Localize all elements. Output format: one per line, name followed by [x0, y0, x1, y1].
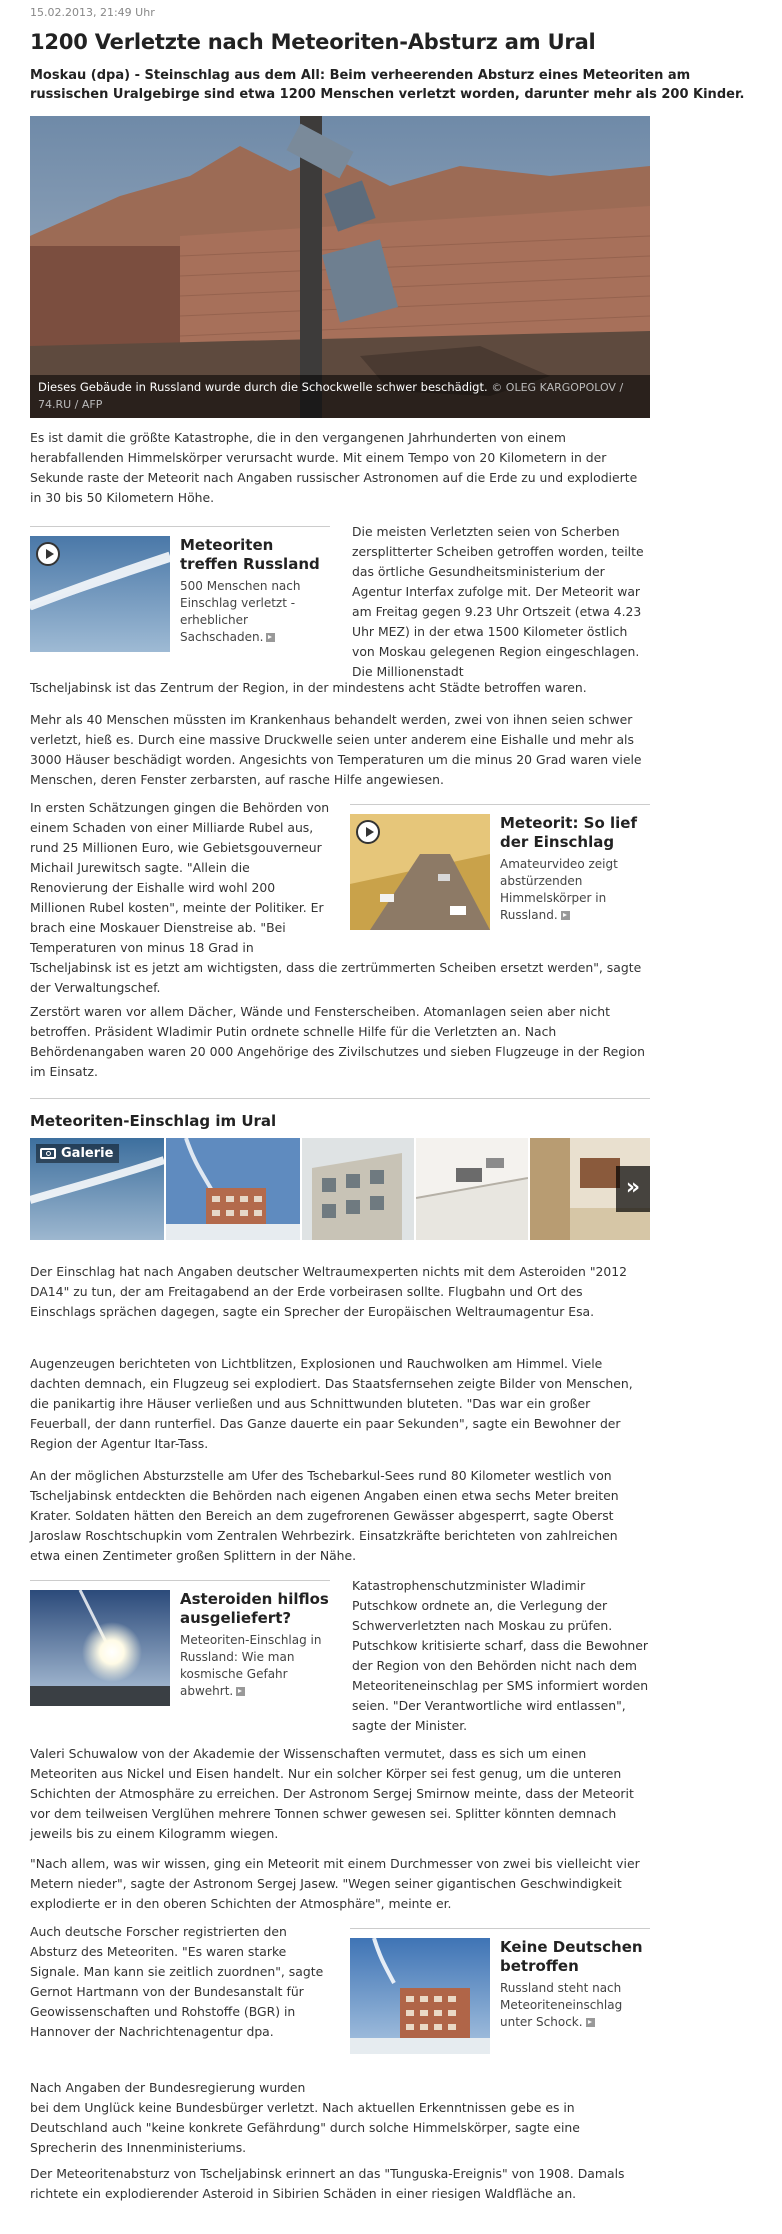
teaser-meteoriten-treffen[interactable] — [30, 526, 330, 666]
gallery-tile[interactable] — [166, 1138, 300, 1240]
paragraph-13b-text: bei dem Unglück keine Bundesbürger verletzt. Nach aktuellen Erkenntnissen gebe es in Deutschland auch "keine konkrete Gefährdung" durch solche Himmelskörper, sagte eine Sprecherin des Innenministeriums. — [30, 2100, 580, 2155]
hero-caption-text: Dieses Gebäude in Russland wurde durch die Schockwelle schwer beschädigt. — [38, 380, 488, 394]
paragraph-8 — [30, 1466, 650, 1566]
gallery-badge[interactable] — [36, 1144, 119, 1163]
teaser-asteroiden-hilflos[interactable] — [30, 1580, 330, 1720]
teaser-2-desc: Amateurvideo zeigt abstürzenden Himmelskörper in Russland. — [500, 857, 618, 922]
paragraph-6 — [30, 1262, 650, 1322]
gallery-tile[interactable] — [416, 1138, 528, 1240]
arrow-box-icon[interactable] — [561, 911, 570, 920]
paragraph-13a-text: Nach Angaben der Bundesregierung wurden — [30, 2080, 306, 2095]
teaser-2-title[interactable]: Meteorit: So lief der Einschlag — [500, 814, 637, 851]
paragraph-8-text: An der möglichen Absturzstelle am Ufer des Tschebarkul-Sees rund 80 Kilometer westlich von Tscheljabinsk entdeckten die Behörden nach eigenen Angaben einen etwa sechs Meter breiten Krater. Soldaten hätten den Bereich an dem zugefrorenen Gewässer abgesperrt, sagte Oberst Jaroslaw Roschtschupkin vom Zentralen Wehrbezirk. Einsatzkräfte berichteten von zahlreichen etwa einen Zentimeter großen Splittern in der Nähe. — [30, 1468, 619, 1563]
teaser-4-text — [500, 1980, 650, 2031]
teaser-2-text — [500, 856, 650, 924]
paragraph-10 — [30, 1744, 650, 1844]
hero-caption — [30, 375, 650, 418]
teaser-divider — [350, 804, 650, 805]
bright-flash-photo — [30, 1590, 170, 1706]
paragraph-5-text: Zerstört waren vor allem Dächer, Wände und Fensterscheiben. Atomanlagen seien aber nicht betroffen. Präsident Wladimir Putin ordnete schnelle Hilfe für die Verletzten an. Nach Behördenangaben waren 20 000 Angehörige des Zivilschutzes und sieben Flugzeuge in der Region im Einsatz. — [30, 1004, 645, 1079]
paragraph-11 — [30, 1854, 650, 1914]
section-divider — [30, 1098, 650, 1099]
article-date: 15.02.2013, 21:49 Uhr — [30, 6, 155, 19]
teaser-1-text — [180, 578, 330, 646]
gallery-tile[interactable] — [302, 1138, 414, 1240]
arrow-box-icon[interactable] — [236, 1687, 245, 1696]
headline: 1200 Verletzte nach Meteoriten-Absturz am Ural — [30, 30, 596, 54]
paragraph-9 — [352, 1576, 650, 1736]
paragraph-7-text: Augenzeugen berichteten von Lichtblitzen, Explosionen und Rauchwolken am Himmel. Viele dachten demnach, ein Flugzeug sei explodiert. Das Staatsfernsehen zeigte Bilder von Menschen, die panikartig ihre Häuser verließen und aus Schnittwunden bluteten. "Das war ein großer Feuerball, der dann runterfiel. Das Ganze dauerte ein paar Sekunden", sagte ein Bewohner der Region der Agentur Itar-Tass. — [30, 1356, 633, 1451]
paragraph-6-text: Der Einschlag hat nach Angaben deutscher Weltraumexperten nichts mit dem Asteroiden "2012 DA14" zu tun, der am Freitagabend an der Erde vorbeirasen sollte. Flugbahn und Ort des Einschlags sprächen dagegen, sagte ein Sprecher der Europäischen Weltraumagentur Esa. — [30, 1264, 628, 1319]
paragraph-1-text: Es ist damit die größte Katastrophe, die in den vergangenen Jahrhunderten von einem herabfallenden Himmelskörper verursacht wurde. Mit einem Tempo von 20 Kilometern in der Sekunde raste der Meteorit nach Angaben russischer Astronomen auf die Erde zu und explodierte in 30 bis 50 Kilometern Höhe. — [30, 430, 638, 505]
paragraph-4a — [30, 798, 330, 958]
teaser-divider — [30, 526, 330, 527]
teaser-4-image[interactable] — [350, 1938, 490, 2054]
paragraph-2a-text: Die meisten Verletzten seien von Scherben zersplitterter Scheiben getroffen worden, teilte das örtliche Gesundheitsministerium der Agentur Interfax zufolge mit. Der Meteorit war am Freitag gegen 9.23 Uhr Ortszeit (etwa 4.23 Uhr MEZ) in der etwa 1500 Kilometer östlich von Moskau gelegenen Region eingeschlagen. Die Millionenstadt — [352, 524, 644, 679]
gallery-photo-ceiling — [416, 1138, 528, 1240]
gallery-heading[interactable]: Meteoriten-Einschlag im Ural — [30, 1112, 277, 1130]
paragraph-9-text: Katastrophenschutzminister Wladimir Putschkow ordnete an, die Verlegung der Schwerverletzten nach Moskau zu prüfen. Putschkow kritisierte scharf, dass die Bewohner der Region von den Behörden nicht nach dem Meteoriteneinschlag per SMS informiert worden seien. "Der Verantwortliche wird entlassen", sagte der Minister. — [352, 1578, 649, 1733]
gallery-tile[interactable] — [530, 1138, 650, 1240]
paragraph-14 — [30, 2164, 650, 2204]
paragraph-10-text: Valeri Schuwalow von der Akademie der Wissenschaften vermutet, dass es sich um einen Meteoriten aus Nickel und Eisen handelt. Nur ein solcher Körper sei fest genug, um die unteren Schichten der Atmosphäre zu erreichen. Der Astronom Sergej Smirnow meinte, dass der Meteorit vor dem teilweisen Verglühen mehrere Tonnen schwer gewesen sei. Splitter könnten demnach jeweils bis zu einem Kilogramm wiegen. — [30, 1746, 634, 1841]
teaser-so-lief-der-einschlag[interactable] — [350, 804, 650, 944]
paragraph-7 — [30, 1354, 650, 1454]
arrow-box-icon[interactable] — [586, 2018, 595, 2027]
paragraph-1 — [30, 428, 650, 508]
paragraph-13b — [30, 2098, 650, 2158]
paragraph-12-text: Auch deutsche Forscher registrierten den Absturz des Meteoriten. "Es waren starke Signale. Man kann sie zeitlich zuordnen", sagte Gernot Hartmann von der Bundesanstalt für Geowissenschaften und Rohstoffe (BGR) in Hannover der Nachrichtenagentur dpa. — [30, 1924, 324, 2039]
play-icon[interactable] — [36, 542, 60, 566]
gallery-photo-facade — [302, 1138, 414, 1240]
teaser-2-image[interactable] — [350, 814, 490, 930]
gallery-badge-label: Galerie — [61, 1146, 114, 1161]
paragraph-14-text: Der Meteoritenabsturz von Tscheljabinsk erinnert an das "Tunguska-Ereignis" von 1908. Damals richtete ein explodierender Asteroid in Sibirien Schäden in einer riesigen Waldfläche an. — [30, 2166, 625, 2201]
paragraph-5 — [30, 1002, 650, 1082]
paragraph-3-text: Mehr als 40 Menschen müssten im Krankenhaus behandelt werden, zwei von ihnen seien schwer verletzt, hieß es. Durch eine massive Druckwelle seien unter anderem eine Eishalle und mehr als 3000 Häuser beschädigt worden. Angesichts von Temperaturen um die minus 20 Grad waren viele Menschen, deren Fenster zerbarsten, auf rasche Hilfe angewiesen. — [30, 712, 642, 787]
teaser-keine-deutschen[interactable] — [350, 1928, 650, 2068]
building-sky-photo — [350, 1938, 490, 2054]
camera-icon — [40, 1148, 56, 1159]
teaser-3-text — [180, 1632, 330, 1700]
paragraph-3 — [30, 710, 650, 790]
paragraph-4b-text: Tscheljabinsk ist es jetzt am wichtigsten, dass die zertrümmerten Scheiben ersetzt werden", sagte der Verwaltungschef. — [30, 960, 642, 995]
paragraph-2b — [30, 678, 650, 698]
teaser-1-desc: 500 Menschen nach Einschlag verletzt - erheblicher Sachschaden. — [180, 579, 301, 644]
paragraph-12 — [30, 1922, 330, 2042]
teaser-3-desc: Meteoriten-Einschlag in Russland: Wie man kosmische Gefahr abwehrt. — [180, 1633, 322, 1698]
hero-image[interactable] — [30, 116, 650, 418]
teaser-4-desc: Russland steht nach Meteoriteneinschlag unter Schock. — [500, 1981, 623, 2029]
arrow-box-icon[interactable] — [266, 633, 275, 642]
paragraph-2b-text: Tscheljabinsk ist das Zentrum der Region, in der mindestens acht Städte betroffen waren. — [30, 680, 587, 695]
teaser-divider — [350, 1928, 650, 1929]
article-lead: Moskau (dpa) - Steinschlag aus dem All: Beim verheerenden Absturz eines Meteoriten am russischen Uralgebirge sind etwa 1200 Menschen verletzt worden, darunter mehr als 200 Kinder. — [30, 68, 745, 102]
teaser-1-title[interactable]: Meteoriten treffen Russland — [180, 536, 320, 573]
teaser-3-image[interactable] — [30, 1590, 170, 1706]
teaser-4-title[interactable]: Keine Deutschen betroffen — [500, 1938, 643, 1975]
next-arrow-icon[interactable]: » — [616, 1166, 650, 1212]
gallery-photo-building — [166, 1138, 300, 1240]
teaser-divider — [30, 1580, 330, 1581]
paragraph-4a-text: In ersten Schätzungen gingen die Behörden von einem Schaden von einer Milliarde Rubel aus, rund 25 Millionen Euro, wie Gebietsgouverneur Michail Jurewitsch sagte. "Allein die Renovierung der Eishalle wird wohl 200 Millionen Rubel kosten", meinte der Politiker. Er brach eine Moskauer Dienstreise ab. "Bei Temperaturen von minus 18 Grad in — [30, 800, 330, 955]
hero-credit: © OLEG KARGOPOLOV / 74.RU / AFP — [38, 381, 624, 411]
damaged-building-photo — [30, 116, 650, 418]
paragraph-4b — [30, 958, 650, 998]
teaser-1-image[interactable] — [30, 536, 170, 652]
paragraph-2a — [352, 522, 650, 682]
gallery-tile[interactable] — [30, 1138, 164, 1240]
paragraph-11-text: "Nach allem, was wir wissen, ging ein Meteorit mit einem Durchmesser von zwei bis vielleicht vier Metern nieder", sagte der Astronom Sergej Jasew. "Wegen seiner gigantischen Geschwindigkeit explodierte er in den oberen Schichten der Atmosphäre", meinte er. — [30, 1856, 640, 1911]
play-icon[interactable] — [356, 820, 380, 844]
paragraph-13a — [30, 2078, 330, 2098]
teaser-3-title[interactable]: Asteroiden hilflos ausgeliefert? — [180, 1590, 329, 1627]
image-gallery[interactable] — [30, 1138, 650, 1240]
